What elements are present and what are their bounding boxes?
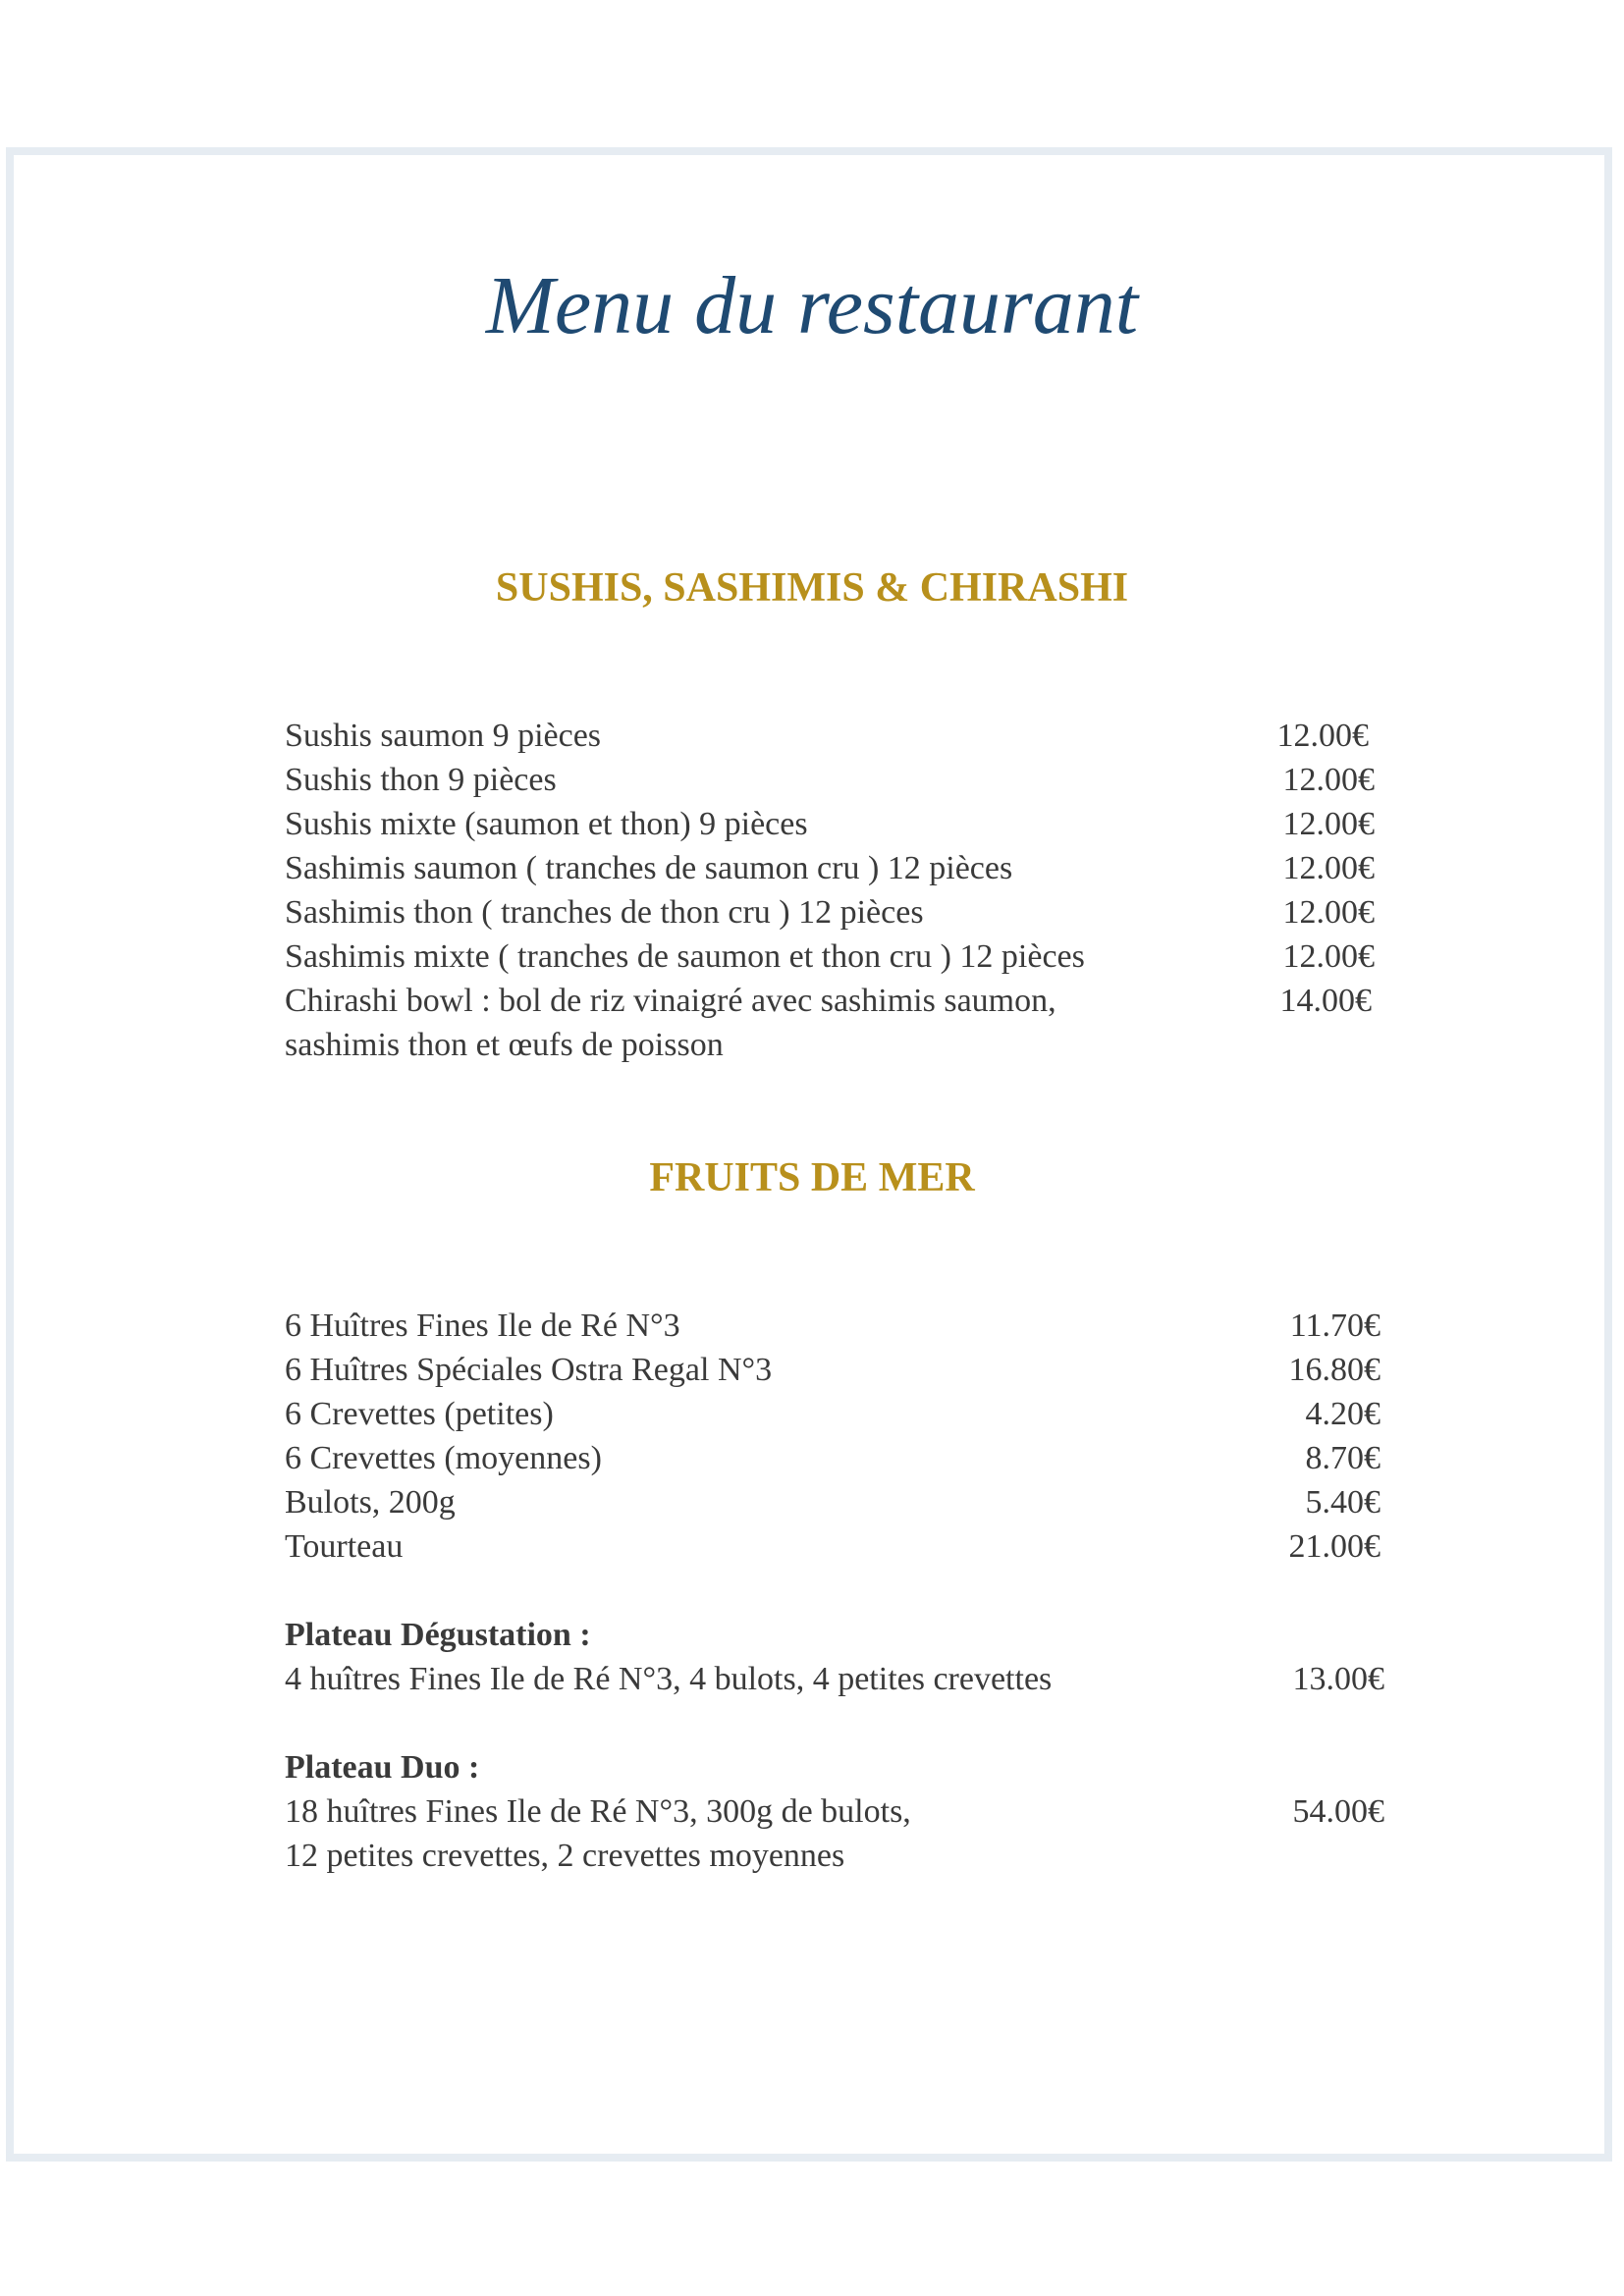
menu-item-price: 21.00€ (1288, 1528, 1380, 1565)
menu-item-price: 5.40€ (1305, 1484, 1380, 1521)
menu-item-name: Sushis mixte (saumon et thon) 9 pièces (285, 806, 808, 842)
menu-item-name: Sashimis thon ( tranches de thon cru ) 12 pièces (285, 894, 924, 931)
plateau-description-line2: 12 petites crevettes, 2 crevettes moyennes (285, 1838, 845, 1874)
menu-item-price: 12.00€ (1282, 806, 1375, 842)
menu-item-name: 6 Huîtres Fines Ile de Ré N°3 (285, 1308, 680, 1344)
plateau-price: 13.00€ (1292, 1661, 1384, 1697)
menu-item-name-line2: sashimis thon et œufs de poisson (285, 1027, 724, 1063)
menu-item-name: Sashimis saumon ( tranches de saumon cru ) 12 pièces (285, 850, 1013, 886)
menu-item-name: 6 Huîtres Spéciales Ostra Regal N°3 (285, 1352, 773, 1388)
menu-item-name: 6 Crevettes (moyennes) (285, 1440, 602, 1476)
menu-item-price: 14.00€ (1279, 983, 1372, 1019)
menu-item-price: 12.00€ (1282, 894, 1375, 931)
plateau-title: Plateau Dégustation : (285, 1617, 591, 1653)
menu-item-name: Bulots, 200g (285, 1484, 456, 1521)
menu-item-price: 8.70€ (1305, 1440, 1380, 1476)
menu-item-price: 12.00€ (1282, 938, 1375, 975)
menu-item-name: Sushis saumon 9 pièces (285, 718, 602, 754)
menu-item-price: 4.20€ (1305, 1396, 1380, 1432)
menu-item-name: Tourteau (285, 1528, 404, 1565)
plateau-price: 54.00€ (1292, 1793, 1384, 1830)
menu-item-price: 12.00€ (1276, 718, 1369, 754)
menu-item-price: 12.00€ (1282, 850, 1375, 886)
plateau-description: 18 huîtres Fines Ile de Ré N°3, 300g de bulots, (285, 1793, 911, 1830)
section-title-fruits-de-mer: FRUITS DE MER (649, 1155, 975, 1201)
menu-item-name: 6 Crevettes (petites) (285, 1396, 554, 1432)
menu-item-name: Sashimis mixte ( tranches de saumon et thon cru ) 12 pièces (285, 938, 1085, 975)
plateau-description: 4 huîtres Fines Ile de Ré N°3, 4 bulots, 4 petites crevettes (285, 1661, 1053, 1697)
plateau-title: Plateau Duo : (285, 1749, 480, 1786)
section-title-sushis: SUSHIS, SASHIMIS & CHIRASHI (495, 565, 1129, 611)
menu-item-price: 16.80€ (1288, 1352, 1380, 1388)
menu-item-price: 11.70€ (1289, 1308, 1380, 1344)
menu-item-name: Sushis thon 9 pièces (285, 762, 557, 798)
page-title: Menu du restaurant (485, 260, 1139, 351)
menu-item-name: Chirashi bowl : bol de riz vinaigré avec sashimis saumon, (285, 983, 1056, 1019)
menu-item-price: 12.00€ (1282, 762, 1375, 798)
